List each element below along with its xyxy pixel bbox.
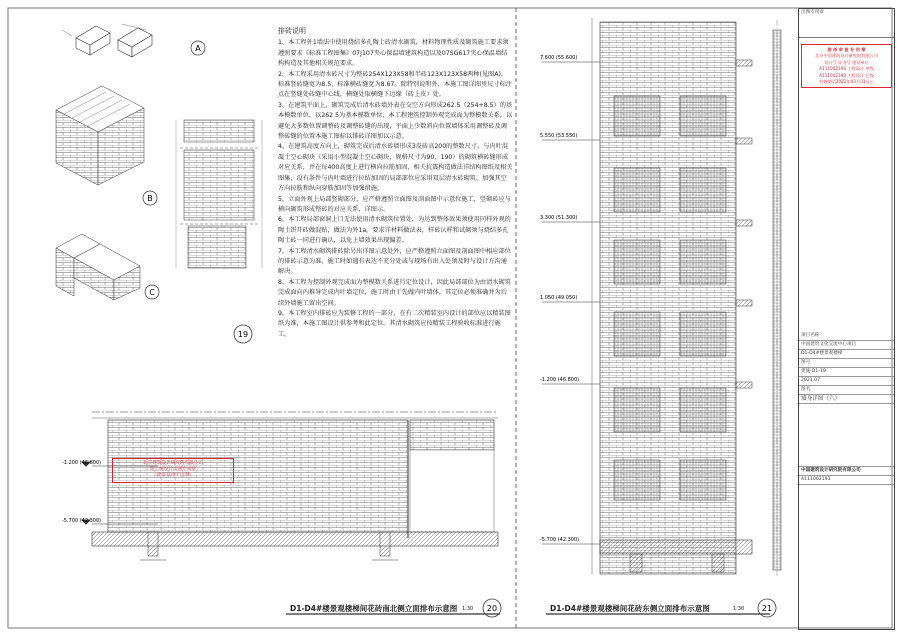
right-level-4: 1.050 (49.050) [540, 295, 578, 301]
project-label: 项目名称 [799, 332, 894, 341]
stamp-line: （此章仅用于出图） [152, 473, 194, 479]
drawing-number-left: 20 [486, 604, 498, 613]
scale-left: 1:30 [462, 606, 474, 612]
top-stamp-text: 出图专用章 [801, 10, 824, 15]
signature-area [799, 404, 894, 467]
design-stamp [112, 458, 234, 483]
brick-plan-detail [176, 120, 262, 268]
right-level-6: -5.700 (42.300) [540, 537, 580, 543]
notes-title: 排砖说明 [278, 27, 306, 35]
review-stamp-line: A111002193 工程设计 甲级 [819, 66, 874, 72]
right-level-1: 7.600 (55.600) [540, 55, 578, 61]
title-block [798, 8, 895, 630]
left-level-2: -5.700 (42.300) [62, 518, 102, 524]
scale-right: 1:30 [733, 606, 745, 612]
drawing-title: 墙身详图（六） [799, 395, 894, 404]
note-item: 8、本工程为控制外观完成面为整模数关系进行定位设计，因此局部部位为由清水砌筑完成面向内推导完成内叶墙定位，施工时由于先做内叶墙体，其定位必须准确并为后续外墙施工留出空间。 [278, 278, 511, 307]
detail-number: 19 [237, 330, 249, 339]
detail-label-b: B [147, 194, 153, 203]
caption-left: D1-D4#楼景观楼梯间花砖南北侧立面排布示意图 [290, 604, 458, 613]
left-level-1: -1.200 (46.800) [62, 460, 102, 466]
drawing-number-right: 21 [761, 604, 773, 613]
brick-detail-a [62, 24, 152, 57]
brick-detail-b [56, 86, 144, 185]
project-name: 中国建筑文化交流中心项目 [799, 341, 894, 350]
note-item: 7、本工程清水砌筑排砖除另出详图示意处外，应严格遵照立面图及剖面图中相应部位的排砖示意为准，施工时如遇有表达不充分处或与现场有出入处须及时与设计方沟通解决。 [278, 247, 511, 276]
review-stamp-line: 北京中国建筑设计研究院有限公司 [815, 53, 878, 59]
south-north-elevation [82, 412, 498, 560]
note-item: 3、在建筑平面上，砌筑完成后清水砖墙外表在交空方向形成262.5（254+8.5）的基本模数单位，以262.5为基本模数单位，本工程建筑控制外观完成面为整模数关系，以避免大多数位置调整砖及调整砖缝的出现，平面上少数斜向位置墙体采用调整砖及调整砖缝的位置本施工图标以排砖详图加以示意。 [278, 101, 513, 141]
note-item: 1、本工程外1墙法中使用烧结多孔陶土砖清水砌筑，材料物理性质及砌筑施工要求须遵照要求《标准工程图集》07J107夹心保温墙建筑构造以及07SG617夹心保温墙结构构造及其他相关规范要求。 [278, 39, 509, 68]
note-item: 9、本工程室内排砖应为装修工程的一部分，在有二次精装室内设计的部位应以精装图纸为准，本施工图设计供参考和此定位。其清水砌筑应按精装工程验收标准进行施工。 [278, 309, 511, 338]
detail-label-c: C [149, 288, 155, 297]
right-level-5: -1.200 (46.800) [540, 377, 580, 383]
review-stamp-line: 图 纸 审 查 专 用 章 [827, 47, 866, 52]
review-stamp [801, 44, 892, 88]
note-item: 6、本工程局部窗洞上口无法使用清水砌筑位置处，为达到整体效果须使用同样外观的陶土饼开砖做混贴，做法为外1a。要求详材料做法表，样砖认样和试砌须与烧结多孔陶土砖一同进行确认，以免上墙效果出现偏差。 [278, 216, 511, 245]
title-label: 图名 [799, 386, 894, 395]
stamp-line: 施工图设计出图专用章 [150, 467, 196, 473]
right-level-2: 5.550 (53.550) [540, 133, 578, 139]
review-stamp-line: 有效期至2022年03月31日止 [819, 79, 874, 85]
drawing-date: 2021.07 [799, 377, 894, 386]
note-item: 5、立面外观上局部竖砌部分，应严格遵照立面图及剖面图中示意位施工，竖砌砖应与横向砌筑形成整砖的对应关系，详图示。 [278, 195, 511, 213]
east-elevation [542, 18, 781, 578]
drawing-no: 建施-D1-19 [799, 368, 894, 377]
right-level-3: 3.300 (51.300) [540, 215, 578, 221]
note-item: 2、本工程采用清水砖尺寸为整砖254X123X58和半砖123X123X58两种(见图A)，标准竖砖缝宽为8.5，标准横砖缝宽为8.67。除特别说明外，本施工图详图里尺寸标注点在竖缝处砖缝中心线，横缝处取横缝下边缘（砖上皮）处。 [278, 70, 512, 99]
cert-no: A111002193 [799, 476, 894, 485]
stamp-line: 北京建筑设计研究院有限公司 [143, 461, 203, 466]
drawing-no-label: 图号 [799, 359, 894, 368]
top-stamp-area [799, 9, 894, 38]
review-stamp-line: 设计号 证书号 建设单位 [824, 59, 869, 65]
company-name: 中国建筑设计研究院有限公司 [799, 467, 894, 476]
caption-right: D1-D4#楼景观楼梯间花砖东侧立面排布示意图 [550, 604, 710, 613]
note-item: 4、在建筑高度方向上，砌筑完成后清水砖墙形成3皮砖高200的整数尺寸，与内叶混凝土空心砌块（采用小型混凝土空心砌块，规格尺寸为90，190）的砌筑横砖缝形成对应关系，并在每400高度上进行横向拉筋加固，相关抗震构造做法详结构图纸及相关图集，没有条件与内叶墙进行拉结加固的局部部位应采用双层清水砖砌筑，加强其空方向拉筋和纵向穿筋加固等加强措施。 [278, 143, 513, 193]
brick-notes [278, 26, 513, 340]
brick-detail-c [56, 234, 140, 300]
tb-spacer [799, 94, 894, 332]
review-stamp-line: A111002190 工程设计 乙级 [819, 72, 874, 78]
subproject-name: D1-D4#楼景观楼梯 [799, 350, 894, 359]
detail-label-a: A [195, 44, 201, 53]
